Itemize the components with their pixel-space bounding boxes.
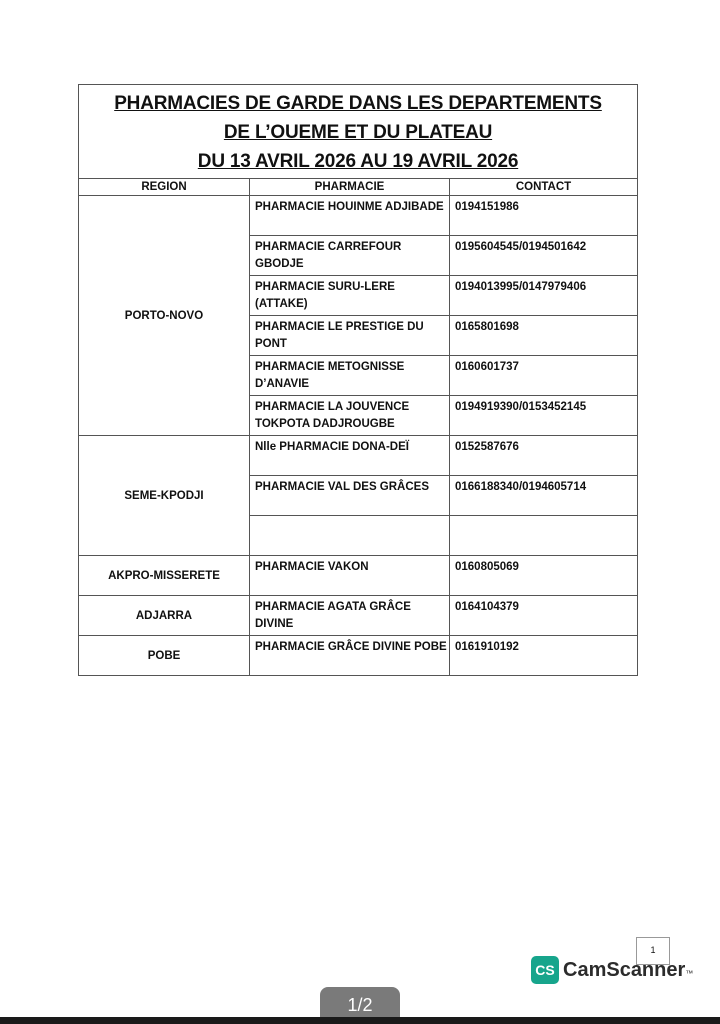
pharmacy-name: Nlle PHARMACIE DONA-DEÏ: [250, 436, 450, 476]
table-row: [79, 436, 638, 476]
pharmacy-contact: 0194013995/0147979406: [450, 276, 638, 316]
pharmacy-contact: 0194151986: [450, 196, 638, 236]
camscanner-badge-icon: CS: [531, 956, 559, 984]
region-cell: ADJARRA: [79, 596, 250, 636]
region-cell: PORTO-NOVO: [79, 196, 250, 436]
pharmacy-contact: [450, 516, 638, 556]
pharmacy-contact: 0161910192: [450, 636, 638, 676]
pharmacy-contact: 0152587676: [450, 436, 638, 476]
pharmacy-name: PHARMACIE AGATA GRÂCE DIVINE: [250, 596, 450, 636]
pharmacy-name: PHARMACIE GRÂCE DIVINE POBE: [250, 636, 450, 676]
column-header-contact: CONTACT: [450, 179, 638, 196]
camscanner-logo: [531, 956, 693, 984]
pharmacy-contact: 0160601737: [450, 356, 638, 396]
region-cell: SEME-KPODJI: [79, 436, 250, 556]
viewer-bottom-bar: [0, 1017, 720, 1024]
pharmacy-name: PHARMACIE VAKON: [250, 556, 450, 596]
pharmacy-contact: 0194919390/0153452145: [450, 396, 638, 436]
pharmacy-name: PHARMACIE LE PRESTIGE DU PONT: [250, 316, 450, 356]
pharmacy-name: PHARMACIE HOUINME ADJIBADE: [250, 196, 450, 236]
pharmacy-contact: 0195604545/0194501642: [450, 236, 638, 276]
title-line-3: DU 13 AVRIL 2026 AU 19 AVRIL 2026: [197, 151, 519, 172]
camscanner-wordmark: CamScanner: [563, 958, 686, 981]
pharmacy-contact: 0164104379: [450, 596, 638, 636]
pharmacy-name: [250, 516, 450, 556]
column-header-region: REGION: [79, 179, 250, 196]
page-number: 1: [636, 937, 670, 965]
column-header-pharmacy: PHARMACIE: [250, 179, 450, 196]
region-cell: POBE: [79, 636, 250, 676]
table-row: [79, 556, 638, 596]
page-indicator[interactable]: 1/2: [320, 987, 400, 1024]
pharmacy-name: PHARMACIE VAL DES GRÂCES: [250, 476, 450, 516]
title-line-2: DE L’OUEME ET DU PLATEAU: [223, 122, 493, 143]
pharmacy-contact: 0165801698: [450, 316, 638, 356]
pharmacy-contact: 0160805069: [450, 556, 638, 596]
pharmacy-name: PHARMACIE SURU-LERE (ATTAKE): [250, 276, 450, 316]
pharmacy-contact: 0166188340/0194605714: [450, 476, 638, 516]
table-row: [79, 196, 638, 236]
table-row: [79, 596, 638, 636]
title-line-1: PHARMACIES DE GARDE DANS LES DEPARTEMENTS: [114, 93, 602, 114]
pharmacy-name: PHARMACIE METOGNISSE D’ANAVIE: [250, 356, 450, 396]
pharmacy-name: PHARMACIE CARREFOUR GBODJE: [250, 236, 450, 276]
pharmacy-duty-table: [78, 84, 638, 676]
trademark-mark: ™: [685, 969, 694, 978]
table-row: [79, 636, 638, 676]
region-cell: AKPRO-MISSERETE: [79, 556, 250, 596]
document-title: [79, 85, 638, 179]
pharmacy-name: PHARMACIE LA JOUVENCE TOKPOTA DADJROUGBE: [250, 396, 450, 436]
